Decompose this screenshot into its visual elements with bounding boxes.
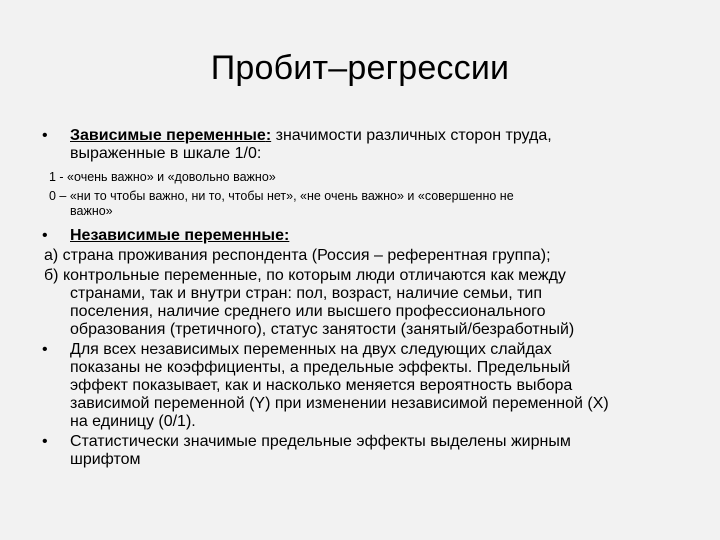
note2-line1: Статистически значимые предельные эффекты выделены жирным: [70, 433, 571, 450]
item-b-line3: поселения, наличие среднего или высшего профессионального: [70, 303, 546, 320]
bullet-marginal-effects: [38, 341, 688, 431]
scale-block: [38, 170, 688, 219]
note1-line5: на единицу (0/1).: [70, 413, 196, 430]
note1-line2: показаны не коэффициенты, а предельные эффекты. Предельный: [70, 359, 571, 376]
independent-colon: :: [284, 227, 290, 244]
bullet-dependent: [38, 127, 688, 163]
independent-line: [70, 227, 688, 245]
item-b-line2: странами, так и внутри стран: пол, возраст, наличие семьи, тип: [70, 285, 543, 302]
bullet-icon: •: [42, 127, 48, 144]
slide-body: [38, 127, 688, 469]
dependent-text1: значимости различных сторон труда,: [271, 127, 552, 144]
item-b-line1: б) контрольные переменные, по которым люди отличаются как между: [44, 267, 566, 284]
scale-line-2b: важно»: [70, 204, 113, 218]
bullet-icon: •: [42, 341, 48, 358]
item-b: [38, 267, 688, 339]
scale-line-1: 1 - «очень важно» и «довольно важно»: [49, 170, 276, 184]
dependent-colon: :: [265, 127, 272, 144]
item-b-line4: образования (третичного), статус занятости (занятый/безработный): [70, 321, 575, 338]
note1-line3: эффект показывает, как и насколько меняется вероятность выбора: [70, 377, 573, 394]
bullet-significance: [38, 433, 688, 469]
note1-line1: Для всех независимых переменных на двух следующих слайдах: [70, 341, 552, 358]
bullet-icon: •: [42, 433, 48, 450]
bullet-independent: [38, 227, 688, 245]
note1-line4: зависимой переменной (Y) при изменении независимой переменной (X): [70, 395, 609, 412]
note2-line2: шрифтом: [70, 451, 141, 468]
item-a: а) страна проживания респондента (Россия – референтная группа);: [44, 247, 551, 264]
dependent-line1: [70, 127, 688, 145]
slide-title: Пробит–регрессии: [210, 49, 510, 87]
dependent-line2: выраженные в шкале 1/0:: [70, 145, 262, 162]
scale-line-2a: 0 – «ни то чтобы важно, ни то, чтобы нет», «не очень важно» и «совершенно не: [49, 189, 514, 203]
bullet-icon: •: [42, 227, 48, 244]
dependent-label: Зависимые переменные: [70, 127, 266, 144]
independent-label: Независимые переменные: [70, 227, 284, 244]
